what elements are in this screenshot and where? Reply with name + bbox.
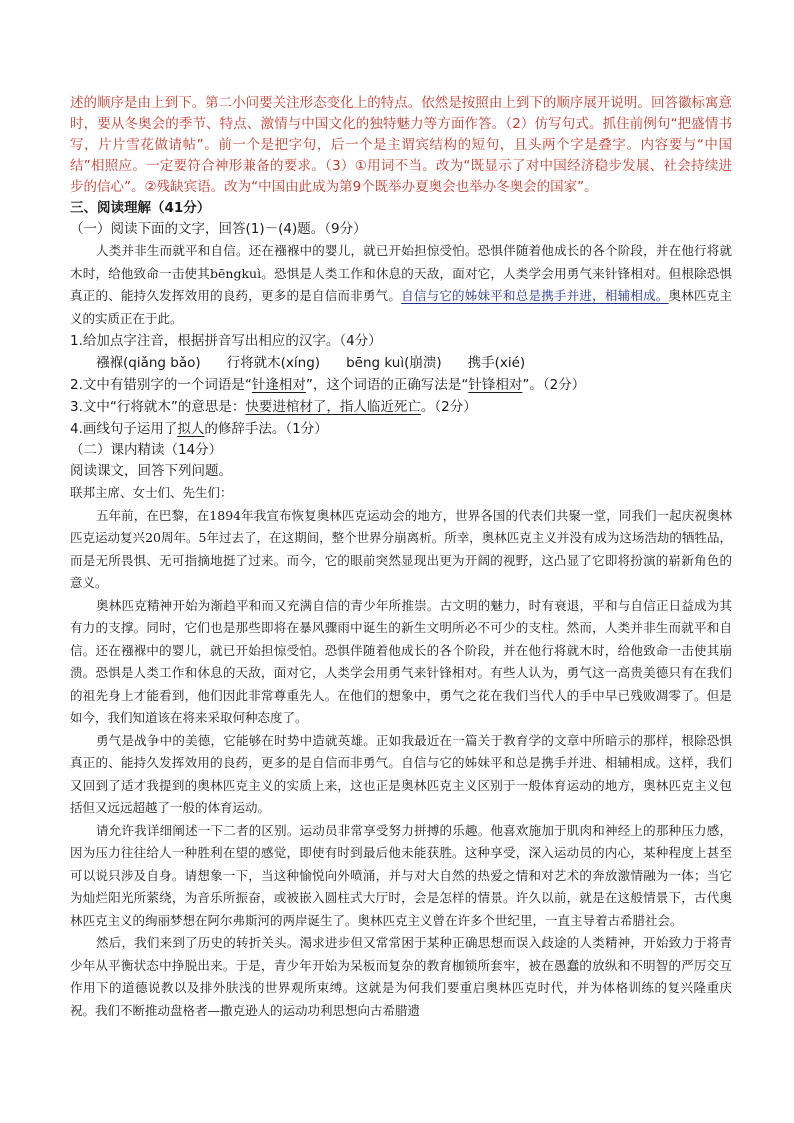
speech-paragraph-4: 请允许我详细阐述一下二者的区别。运动员非常享受努力拼搏的乐趣。他喜欢施加于肌肉和神经上的那种压力感，因为压力往往给人一种胜利在望的感觉，即使有时到最后他未能获胜。这种享受，深入运动员的内心，某种程度上甚至可以说只涉及自身。请想象一下，当这种愉悦向外喷涌，并与对大自然的热爱之情和对艺术的奔放激情融为一体；当它为灿烂阳光所萦绕，为音乐所振奋，或被嵌入圆柱式大厅时，会是怎样的情景。许久以前，就是在这般情景下，古代奥林匹克主义的绚丽梦想在阿尔弗斯河的两岸诞生了。奥林匹克主义曾在许多个世纪里，一直主导着古希腊社会。 (70, 822, 732, 928)
q2-prefix: 2.文中有错别字的一个词语是“ (70, 377, 252, 393)
q2-middle: ”，这个词语的正确写法是“ (305, 377, 469, 393)
speech-salutation: 联邦主席、女士们、先生们： (70, 485, 233, 500)
passage-text-b: 奥林匹克主义的实质正在于此。 (70, 288, 732, 326)
part2-instruction: 阅读课文，回答下列问题。 (70, 463, 232, 479)
question-1: 1.给加点字注音，根据拼音写出相应的汉字。（4分） (70, 333, 382, 349)
answer-explanation: 述的顺序是由上到下。第二小问要关注形态变化上的特点。依然是按照由上到下的顺序展开说明。回答徽标寓意时，要从冬奥会的季节、特点、激情与中国文化的独特魅力等方面作答。（2）仿写句式。抓住前例句“把盛情书写，片片雪花做请帖”。前一个是把字句，后一个是主谓宾结构的短句，且头两个字是叠字。内容要与“中国结”相照应。一定要符合神形兼备的要求。（3）①用词不当。改为“既显示了对中国经济稳步发展、社会持续进步的信心”。②残缺宾语。改为“中国由此成为第9个既举办夏奥会也举办冬奥会的国家”。 (70, 95, 732, 195)
q1-item-1: 襁褓(qiǎng bǎo) (96, 355, 201, 371)
q3-answer: 快要进棺材了，指人临近死亡 (245, 399, 421, 415)
part1-heading: （一）阅读下面的文字，回答(1)－(4)题。（9分） (70, 221, 367, 237)
question-4 (70, 418, 732, 440)
q2-suffix: ”。（2分） (522, 377, 586, 393)
speech-paragraph-1: 五年前，在巴黎，在1894年我宣布恢复奥林匹克运动会的地方，世界各国的代表们共聚一堂，同我们一起庆祝奥林匹克运动复兴20周年。5年过去了，在这期间，整个世界分崩离析。所幸，奥林匹克主义并没有成为这场浩劫的牺牲品，而是无所畏惧、无可指摘地挺了过来。而今，它的眼前突然显现出更为开阔的视野，这凸显了它即将扮演的崭新角色的意义。 (70, 507, 732, 590)
speech-paragraph-2: 奥林匹克精神开始为渐趋平和而又充满自信的青少年所推崇。古文明的魅力，时有衰退，平和与自信正日益成为其有力的支撑。同时，它们也是那些即将在暴风骤雨中诞生的新生文明所必不可少的支柱。然而，人类并非生而就平和自信。还在襁褓中的婴儿，就已开始担惊受怕。恐惧伴随着他成长的各个阶段，并在他行将就木时，给他致命一击使其崩溃。恐惧是人类工作和休息的天敌，面对它，人类学会用勇气来针锋相对。有些人认为，勇气这一高贵美德只有在我们的祖先身上才能看到，他们因此非常尊重先人。在他们的想象中，勇气之花在我们当代人的手中早已残败凋零了。但是如今，我们知道该在将来采取何种态度了。 (70, 597, 732, 725)
speech-paragraph-5: 然后，我们来到了历史的转折关头。渴求进步但又常常困于某种正确思想而误入歧途的人类精神，开始致力于将青少年从平衡状态中挣脱出来。于是，青少年开始为呆板而复杂的教育枷锁所套牢，被在愚蠢的放纵和不明智的严厉交互作用下的道德说教以及排外肤浅的世界观所束缚。这就是为何我们要重启奥林匹克时代，并为体格训练的复兴隆重庆祝。我们不断推动盘格者—撒克逊人的运动功利思想向古希腊遗 (70, 935, 732, 1018)
q1-item-4: 携手(xié) (467, 355, 526, 371)
document-page (70, 93, 732, 1022)
speech-paragraph-3: 勇气是战争中的美德，它能够在时势中造就英雄。正如我最近在一篇关于教育学的文章中所暗示的那样，根除恐惧真正的、能持久发挥效用的良药，更多的是自信而非勇气。自信与它的姊妹平和总是携手并进、相辅相成。这样，我们又回到了适才我提到的奥林匹克主义的实质上来，这也正是奥林匹克主义区别于一般体育运动的地方，奥林匹克主义包括但又远远超越了一般的体育运动。 (70, 732, 732, 815)
q3-suffix: 。（2分） (420, 399, 477, 415)
question-3 (70, 396, 732, 418)
q2-wrong-word: 针逢相对 (251, 377, 306, 393)
section-title: 三、阅读理解（41分） (70, 200, 211, 216)
part2-heading: （二）课内精读（14分） (70, 442, 223, 458)
q1-item-2: 行将就木(xíng) (226, 355, 321, 371)
q2-correct-word: 针锋相对 (468, 377, 523, 393)
q4-answer: 拟人 (177, 421, 205, 437)
passage-text-a: 人类并非生而就平和自信。还在襁褓中的婴儿，就已开始担惊受怕。恐惧伴随着他成长的各个阶段，并在他行将就木时，给他致命一击使其bēngkuì。恐惧是人类工作和休息的天敌，面对它，人类学会用勇气来针锋相对。但根除恐惧真正的、能持久发挥效用的良药，更多的是自信而非勇气。 (70, 243, 732, 303)
q4-prefix: 4.画线句子运用了 (70, 421, 178, 437)
question-1-answers (70, 352, 732, 374)
q4-suffix: 的修辞手法。（1分） (204, 421, 328, 437)
q1-item-3: bēng kuì(崩溃) (346, 355, 442, 371)
question-2 (70, 374, 732, 396)
q3-prefix: 3.文中“行将就木”的意思是： (70, 399, 246, 415)
underlined-sentence: 自信与它的姊妹平和总是携手并进，相辅相成。 (401, 288, 669, 303)
part1-passage (70, 240, 732, 330)
